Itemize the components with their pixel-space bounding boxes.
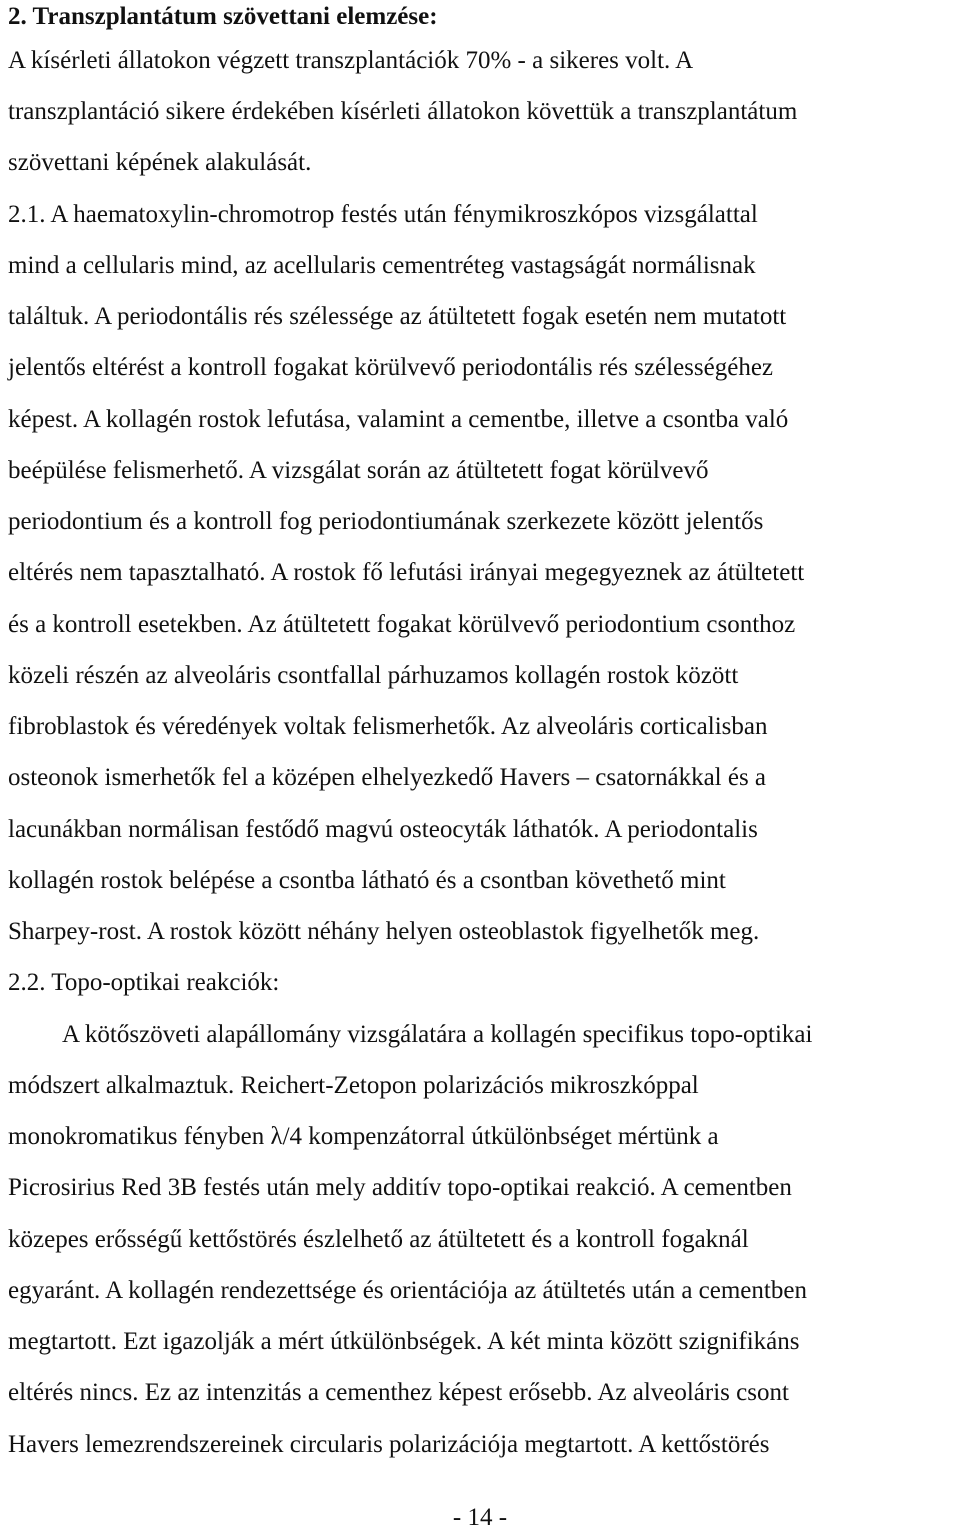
paragraph-first-line: A kötőszöveti alapállomány vizsgálatára a kollagén specifikus topo-optikai: [62, 1021, 813, 1048]
page-number: - 14 -: [452, 1504, 508, 1531]
text-line: találtuk. A periodontális rés szélessége az átültetett fogak esetén nem mutatott: [8, 303, 787, 330]
text-line: képest. A kollagén rostok lefutása, valamint a cementbe, illetve a csontba való: [8, 406, 789, 433]
text-line: és a kontroll esetekben. Az átültetett fogakat körülvevő periodontium csonthoz: [8, 611, 796, 638]
text-line: periodontium és a kontroll fog periodontiumának szerkezete között jelentős: [8, 508, 764, 535]
text-line: Picrosirius Red 3B festés után mely additív topo-optikai reakció. A cementben: [8, 1174, 792, 1201]
text-line: közeli részén az alveoláris csontfallal párhuzamos kollagén rostok között: [8, 662, 739, 689]
text-line: osteonok ismerhetők fel a középen elhelyezkedő Havers – csatornákkal és a: [8, 764, 767, 791]
text-line: szövettani képének alakulását.: [8, 149, 312, 176]
text-line: mind a cellularis mind, az acellularis cementréteg vastagságát normálisnak: [8, 252, 756, 279]
subsection-2-1-line: 2.1. A haematoxylin-chromotrop festés után fénymikroszkópos vizsgálattal: [8, 201, 758, 228]
text-line: egyaránt. A kollagén rendezettsége és orientációja az átültetés után a cementben: [8, 1277, 807, 1304]
text-line: lacunákban normálisan festődő magvú osteocyták láthatók. A periodontalis: [8, 816, 758, 843]
text-line: módszert alkalmaztuk. Reichert-Zetopon polarizációs mikroszkóppal: [8, 1072, 699, 1099]
text-line: jelentős eltérést a kontroll fogakat körülvevő periodontális rés szélességéhez: [8, 354, 774, 381]
subsection-2-2-heading: 2.2. Topo-optikai reakciók:: [8, 969, 280, 996]
text-line: Sharpey-rost. A rostok között néhány helyen osteoblastok figyelhetők meg.: [8, 918, 760, 945]
text-line: eltérés nincs. Ez az intenzitás a cementhez képest erősebb. Az alveoláris csont: [8, 1379, 789, 1406]
text-line: fibroblastok és véredények voltak felismerhetők. Az alveoláris corticalisban: [8, 713, 768, 740]
text-line: Havers lemezrendszereinek circularis polarizációja megtartott. A kettőstörés: [8, 1431, 770, 1458]
text-line: A kísérleti állatokon végzett transzplantációk 70% - a sikeres volt. A: [8, 47, 694, 74]
text-line: monokromatikus fényben λ/4 kompenzátorral útkülönbséget mértünk a: [8, 1123, 719, 1150]
text-line: kollagén rostok belépése a csontba látható és a csontban követhető mint: [8, 867, 726, 894]
text-line: eltérés nem tapasztalható. A rostok fő lefutási irányai megegyeznek az átültetett: [8, 559, 805, 586]
section-heading: 2. Transzplantátum szövettani elemzése:: [8, 3, 438, 30]
text-line: beépülése felismerhető. A vizsgálat során az átültetett fogat körülvevő: [8, 457, 709, 484]
text-line: transzplantáció sikere érdekében kísérleti állatokon követtük a transzplantátum: [8, 98, 798, 125]
text-line: közepes erősségű kettőstörés észlelhető az átültetett és a kontroll fogaknál: [8, 1226, 749, 1253]
text-line: megtartott. Ezt igazolják a mért útkülönbségek. A két minta között szignifikáns: [8, 1328, 800, 1355]
